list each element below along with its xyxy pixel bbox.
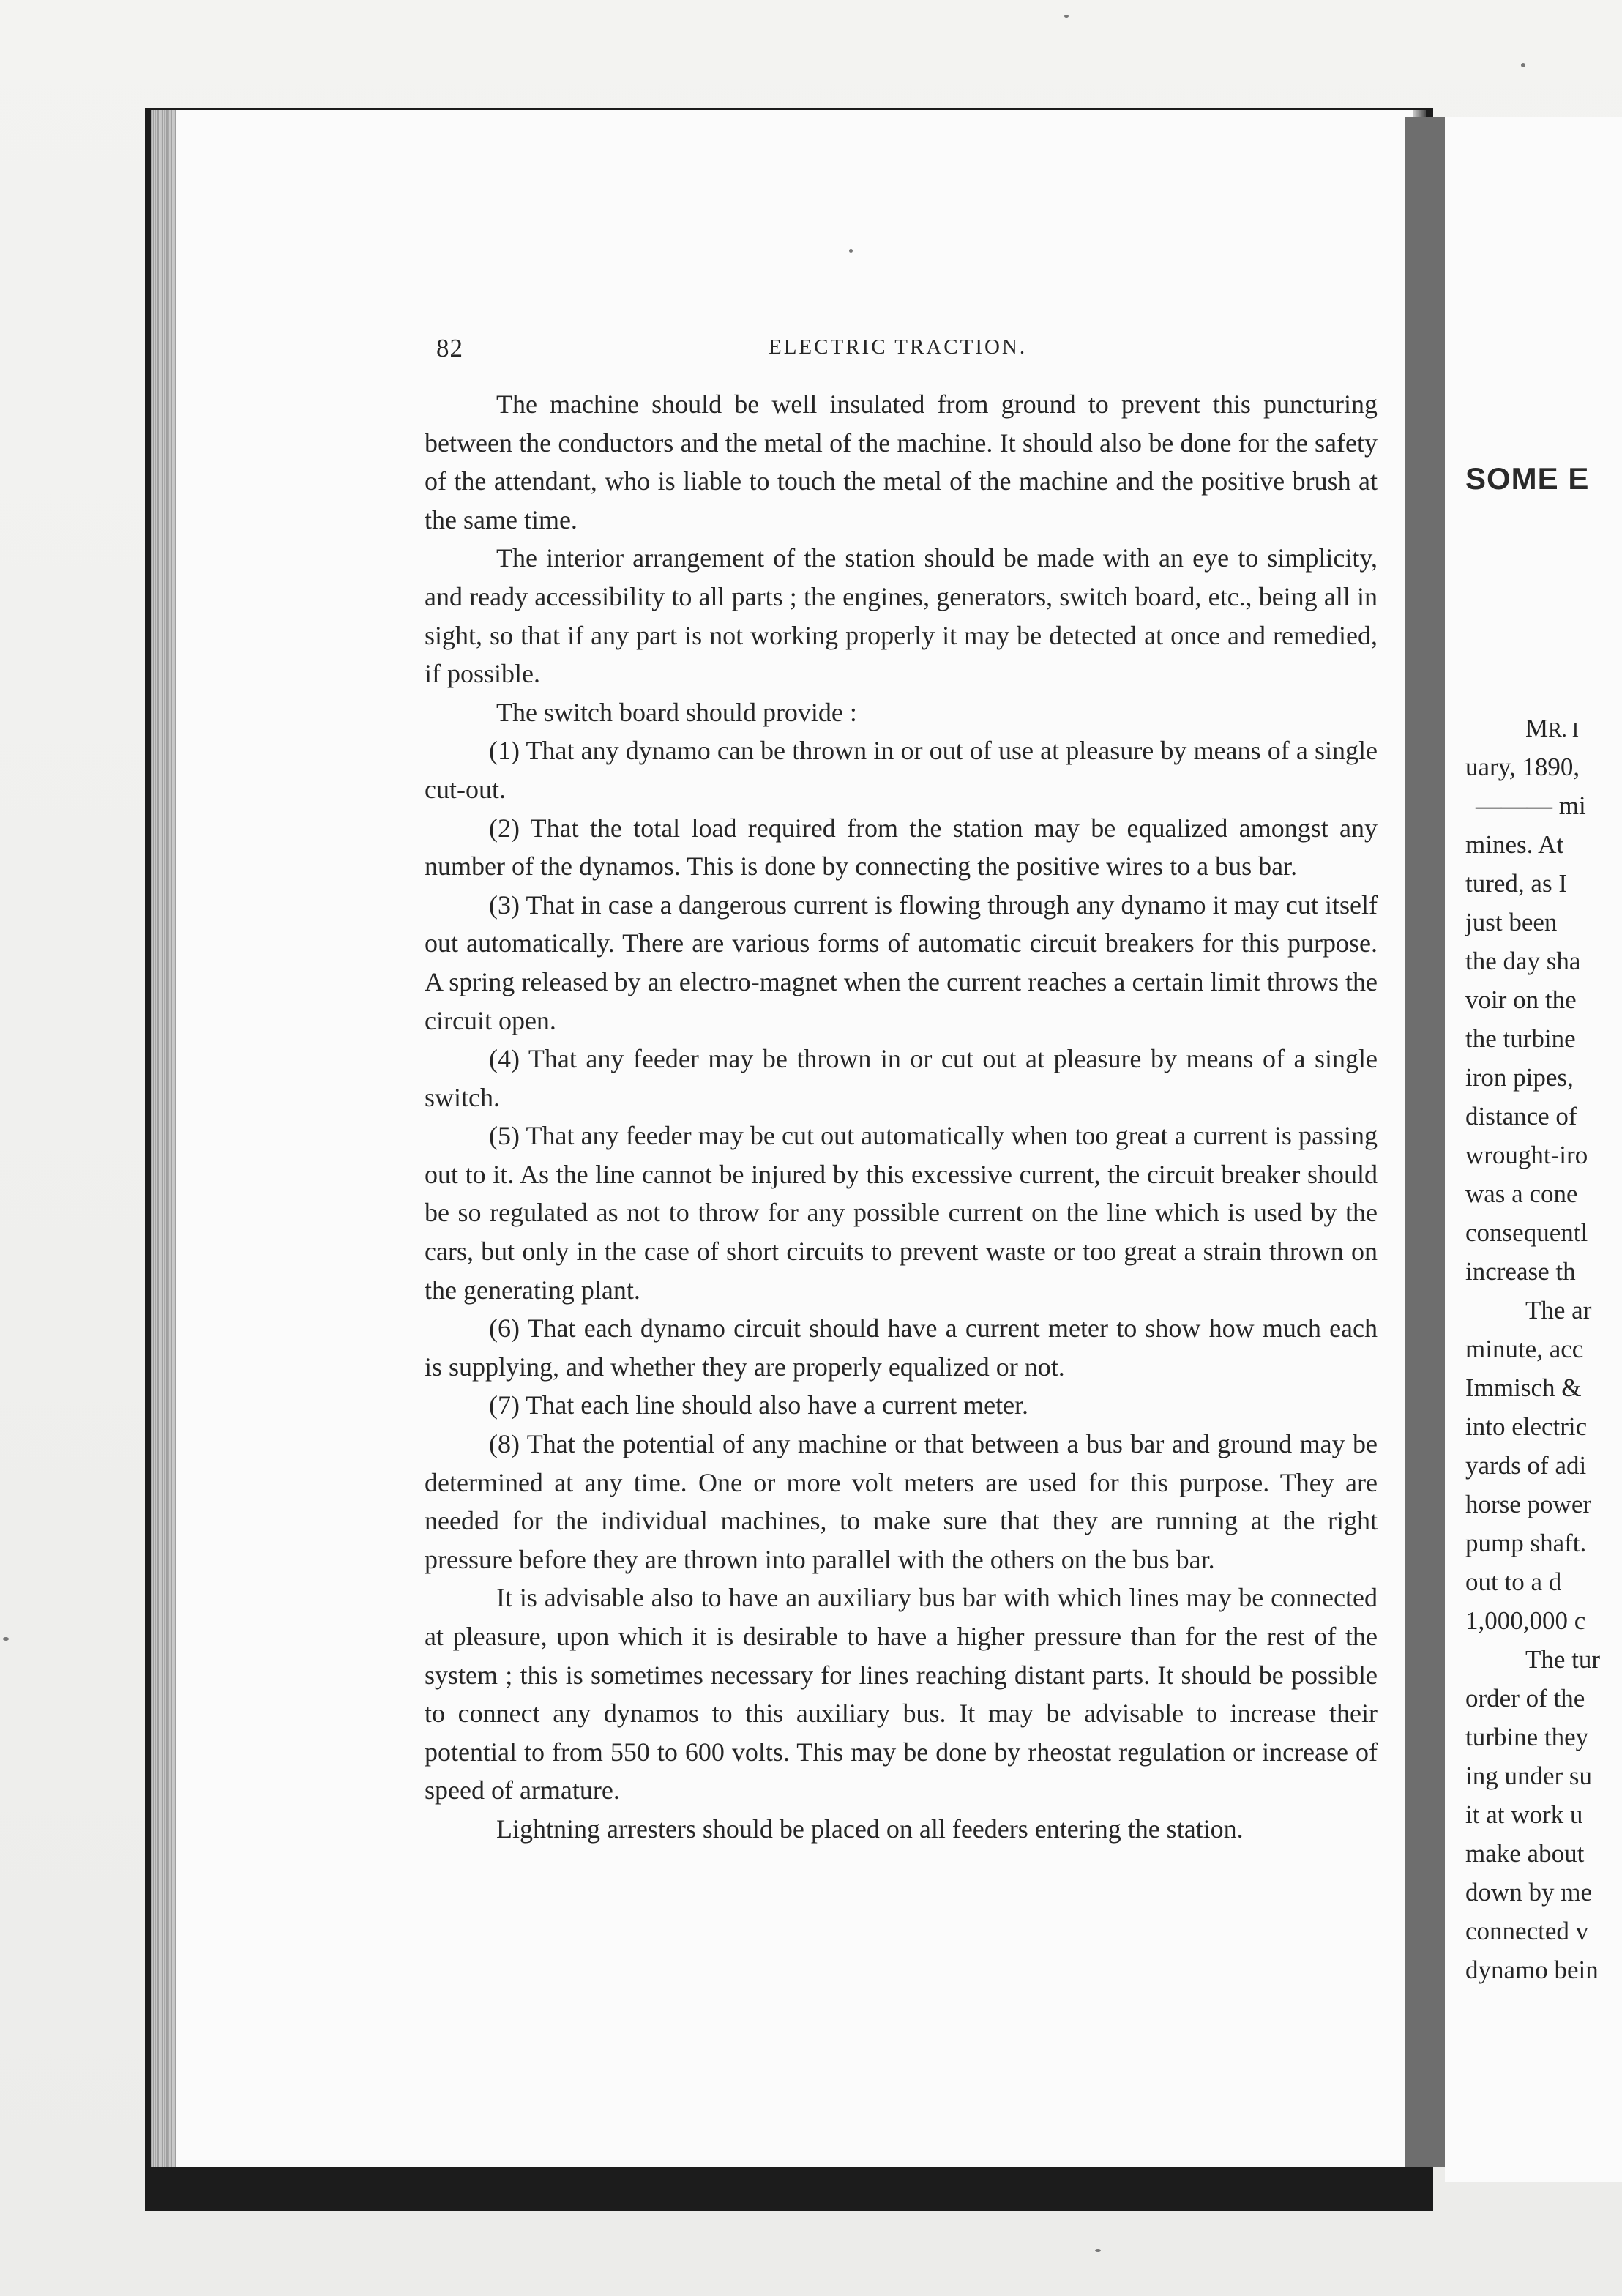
facing-page-line: ing under su — [1465, 1762, 1593, 1790]
provision-item: (5) That any feeder may be cut out automatically when too great a current is passing out to it. As the line cannot be injured by this excessive current, the circuit breaker should be so regulated as not to throw for any possible current on the line which is used by the cars, but only in the case of short circuits to prevent waste or too great a strain thrown on the generating plant. — [425, 1121, 1378, 1305]
facing-page — [1445, 117, 1622, 2182]
facing-page-line — [1465, 709, 1600, 748]
book-gutter — [1405, 117, 1445, 2167]
facing-page-line: tured, as I — [1465, 869, 1567, 898]
facing-page-line: was a cone — [1465, 1179, 1578, 1208]
facing-page-text — [1465, 709, 1600, 1989]
facing-page-line: The tur — [1525, 1645, 1601, 1674]
facing-page-line: just been — [1465, 908, 1558, 936]
facing-page-initial-rest: R. I — [1548, 719, 1580, 742]
paragraph: The interior arrangement of the station should be made with an eye to simplicity, and ready accessibility to all parts ; the engines, generators, switch board, etc., being all in sight, so that if any part is not working properly it may be detected at once and remedied, if possible. — [425, 543, 1378, 689]
paragraph: The switch board should provide : — [496, 697, 857, 727]
facing-page-line: turbine they — [1465, 1723, 1589, 1751]
scan-speck — [849, 249, 853, 253]
facing-page-line: distance of — [1465, 1102, 1577, 1130]
facing-page-heading: SOME E — [1465, 461, 1590, 496]
facing-page-line: connected v — [1465, 1917, 1589, 1945]
scan-speck — [1521, 63, 1525, 67]
facing-page-line: make about — [1465, 1839, 1585, 1868]
facing-page-line: pump shaft. — [1465, 1529, 1587, 1557]
page-edge-stack — [151, 110, 176, 2167]
facing-page-initial: M — [1525, 714, 1549, 742]
body-text — [425, 385, 1378, 1849]
facing-page-line: The ar — [1525, 1296, 1592, 1324]
scan-speck — [3, 1637, 9, 1641]
facing-page-line: down by me — [1465, 1878, 1593, 1906]
facing-page-line: increase th — [1465, 1257, 1576, 1286]
facing-page-line: iron pipes, — [1465, 1063, 1574, 1092]
provision-item: (4) That any feeder may be thrown in or cut out at pleasure by means of a single switch. — [425, 1044, 1378, 1112]
facing-page-line: out to a d — [1465, 1568, 1562, 1596]
provision-item: (2) That the total load required from the station may be equalized amongst any number of the dynamos. This is done by connecting the positive wires to a bus bar. — [425, 813, 1378, 881]
provision-item: (7) That each line should also have a current meter. — [489, 1390, 1029, 1420]
facing-page-line: yards of adi — [1465, 1451, 1587, 1480]
provision-item: (3) That in case a dangerous current is flowing through any dynamo it may cut itself out automatically. There are various forms of automatic circuit breakers for this purpose. A spring released by an electro-magnet when the current reaches a certain limit throws the circuit open. — [425, 890, 1378, 1035]
provision-item: (1) That any dynamo can be thrown in or out of use at pleasure by means of a single cut-out. — [425, 736, 1378, 804]
paragraph: Lightning arresters should be placed on all feeders entering the station. — [496, 1814, 1244, 1844]
facing-page-line: dynamo bein — [1465, 1956, 1599, 1984]
facing-page-line: uary, 1890, — [1465, 753, 1580, 781]
facing-page-line: order of the — [1465, 1684, 1585, 1712]
facing-page-line: wrought-iro — [1465, 1141, 1588, 1169]
paragraph: It is advisable also to have an auxiliary bus bar with which lines may be connected at pleasure, upon which it is desirable to have a higher pressure than for the rest of the system ; this is sometimes necessary for lines reaching distant parts. It should be possible to connect any dynamos to this auxiliary bus. It may be advisable to increase their potential to from 550 to 600 volts. This may be done by rheostat regulation or increase of speed of armature. — [425, 1583, 1378, 1805]
facing-page-line: consequentl — [1465, 1218, 1588, 1247]
page-number: 82 — [436, 334, 463, 362]
scan-speck — [1064, 15, 1069, 18]
facing-page-line: it at work u — [1465, 1800, 1583, 1829]
paragraph: The machine should be well insulated from ground to prevent this puncturing between the conductors and the metal of the machine. It should also be done for the safety of the attendant, who is liable to touch the metal of the machine and the positive brush at the same time. — [425, 390, 1378, 534]
scan-speck — [1095, 2249, 1101, 2252]
facing-page-line: Immisch & — [1465, 1374, 1582, 1402]
facing-page-line: 1,000,000 c — [1465, 1606, 1586, 1635]
facing-page-line: the day sha — [1465, 947, 1581, 975]
facing-page-line: into electric — [1465, 1412, 1588, 1441]
running-title: ELECTRIC TRACTION. — [769, 335, 1028, 359]
facing-page-line: minute, acc — [1465, 1335, 1584, 1363]
facing-page-line: mines. At — [1465, 830, 1564, 859]
facing-page-line: voir on the — [1465, 985, 1577, 1014]
facing-page-line: ——— mi — [1476, 791, 1586, 820]
facing-page-line: the turbine — [1465, 1024, 1576, 1053]
facing-page-line: horse power — [1465, 1490, 1592, 1518]
provision-item: (6) That each dynamo circuit should have a current meter to show how much each is supplying, and whether they are properly equalized or not. — [425, 1313, 1378, 1382]
running-head — [436, 324, 1378, 368]
provision-item: (8) That the potential of any machine or that between a bus bar and ground may be determined at any time. One or more volt meters are used for this purpose. They are needed for the individual machines, to make sure that they are running at the right pressure before they are thrown into parallel with the others on the bus bar. — [425, 1429, 1378, 1574]
